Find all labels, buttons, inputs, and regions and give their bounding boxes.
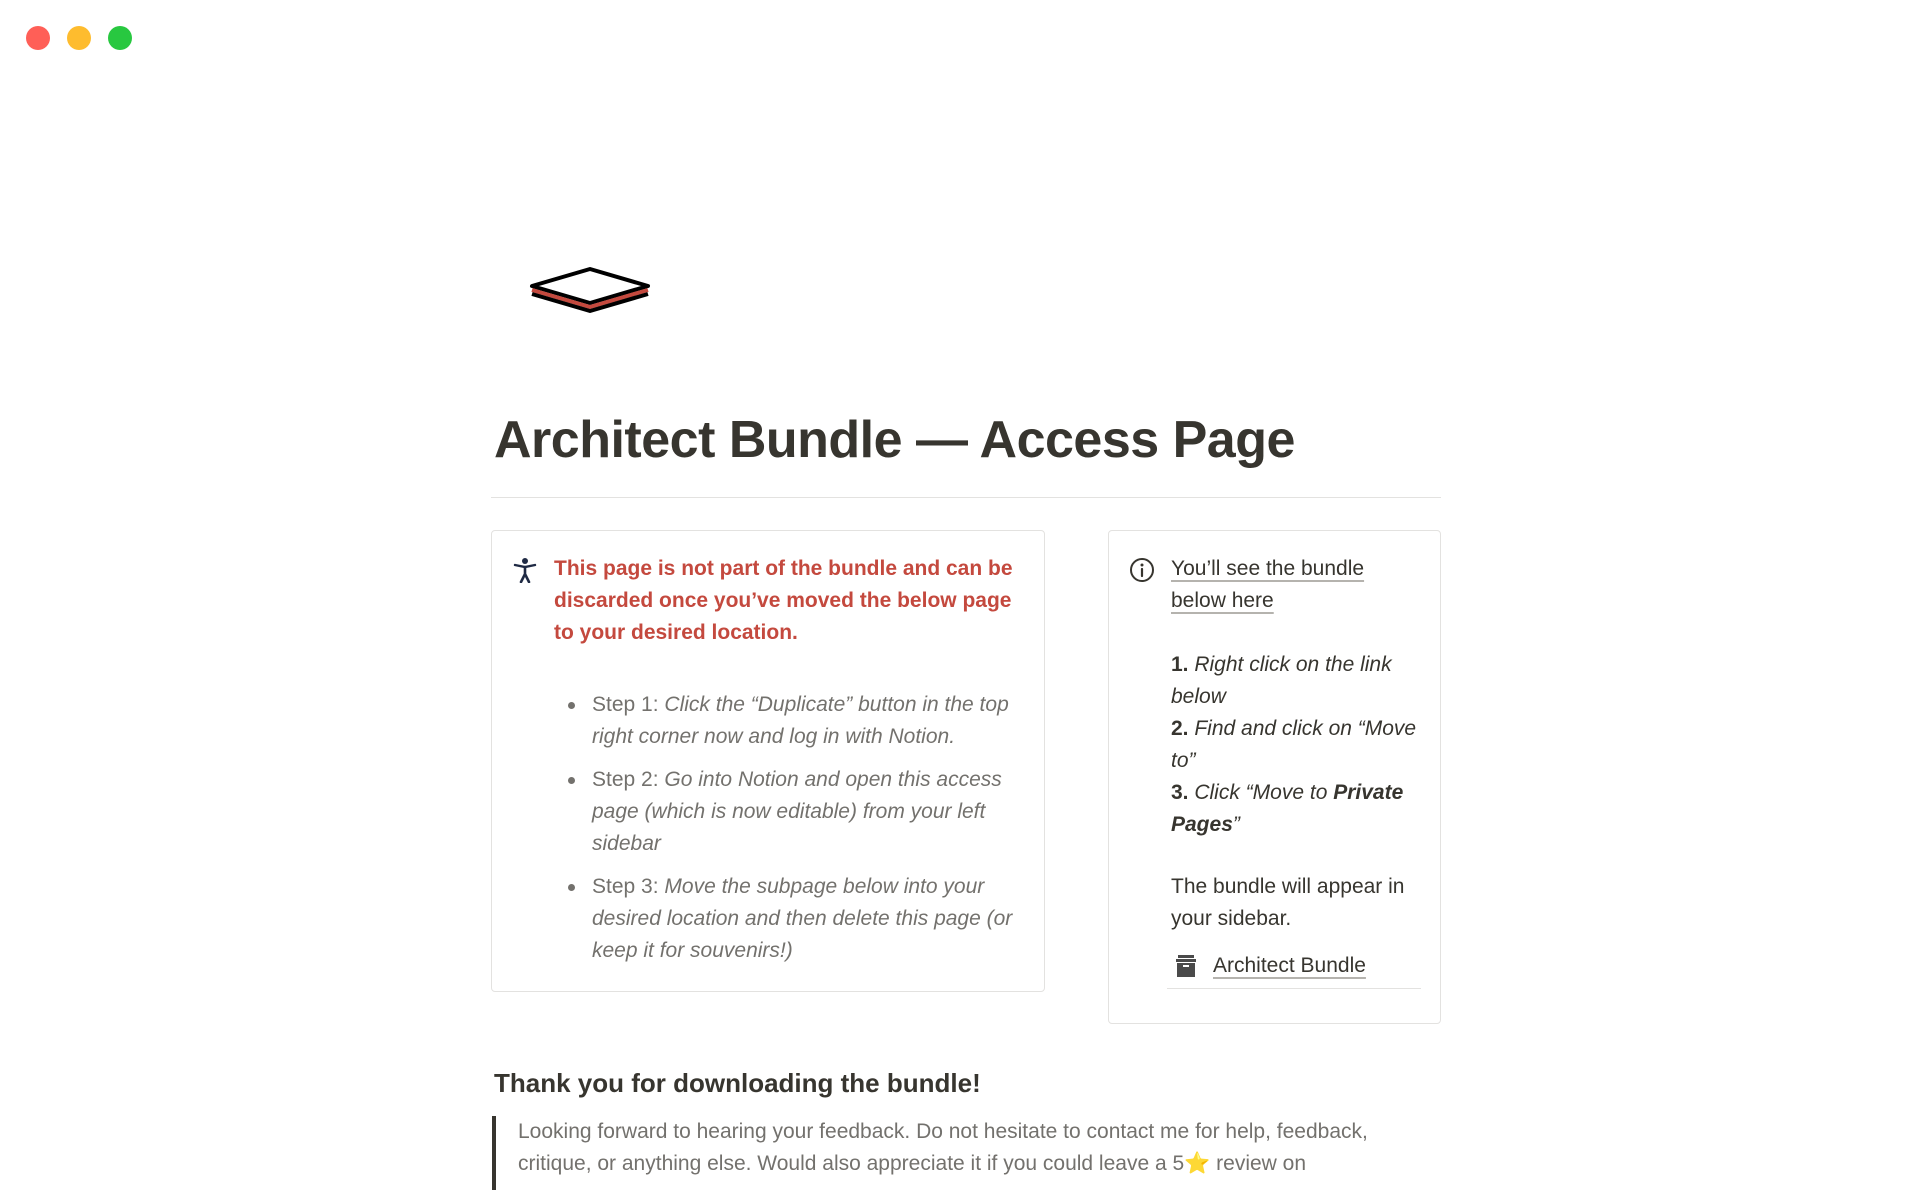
maximize-window-button[interactable] (108, 26, 132, 50)
thanks-heading[interactable]: Thank you for downloading the bundle! (494, 1068, 981, 1098)
instruction-text-after: ” (1232, 813, 1240, 836)
step-label: Step 2: (592, 768, 659, 791)
close-window-button[interactable] (26, 26, 50, 50)
instruction-number: 2. (1171, 717, 1189, 740)
info-circle-icon (1129, 557, 1155, 583)
info-callout (1108, 530, 1441, 1024)
list-item (564, 689, 1024, 753)
steps-list (564, 689, 1024, 978)
step-text: Go into Notion and open this access page (which is now editable) from your left sidebar (592, 768, 1002, 855)
instruction-item (1171, 649, 1431, 713)
instruction-text (1171, 781, 1403, 836)
instruction-text-before: Click “Move to (1188, 781, 1334, 804)
list-item (564, 871, 1024, 967)
stacked-layers-icon[interactable] (524, 262, 656, 314)
page-title[interactable]: Architect Bundle — Access Page (494, 411, 1295, 469)
archive-box-icon (1175, 954, 1197, 978)
person-arms-up-icon (512, 557, 538, 583)
window-controls (26, 26, 132, 50)
instruction-bold: Private Pages (1171, 781, 1404, 836)
title-divider (491, 497, 1441, 498)
instruction-number: 1. (1171, 653, 1189, 676)
bundle-link[interactable]: You’ll see the bundle below here (1171, 557, 1365, 612)
step-label: Step 3: (592, 875, 659, 898)
subpage-label[interactable]: Architect Bundle (1213, 953, 1366, 977)
step-text: Click the “Duplicate” button in the top right corner now and log in with Notion. (592, 693, 1009, 748)
step-text: Move the subpage below into your desired location and then delete this page (or keep it for souvenirs!) (592, 875, 1013, 962)
instruction-text: Find and click on “Move to” (1171, 717, 1417, 772)
architect-bundle-page-link[interactable] (1167, 943, 1421, 989)
appear-text: The bundle will appear in your sidebar. (1171, 875, 1405, 930)
step-label: Step 1: (592, 693, 659, 716)
instruction-number: 3. (1171, 781, 1189, 804)
feedback-quote[interactable]: Looking forward to hearing your feedback. Do not hesitate to contact me for help, feedback, critique, or anything else. Would also appreciate it if you could leave a 5⭐ review on (492, 1116, 1442, 1190)
instructions (1171, 649, 1431, 841)
minimize-window-button[interactable] (67, 26, 91, 50)
instruction-item (1171, 777, 1431, 841)
instruction-text: Right click on the link below (1171, 653, 1392, 708)
list-item (564, 764, 1024, 860)
instruction-item (1171, 713, 1431, 777)
bundle-link-text (1171, 553, 1411, 617)
warning-callout (491, 530, 1045, 992)
warning-text: This page is not part of the bundle and can be discarded once you’ve moved the below page to your desired location. (554, 557, 1013, 644)
